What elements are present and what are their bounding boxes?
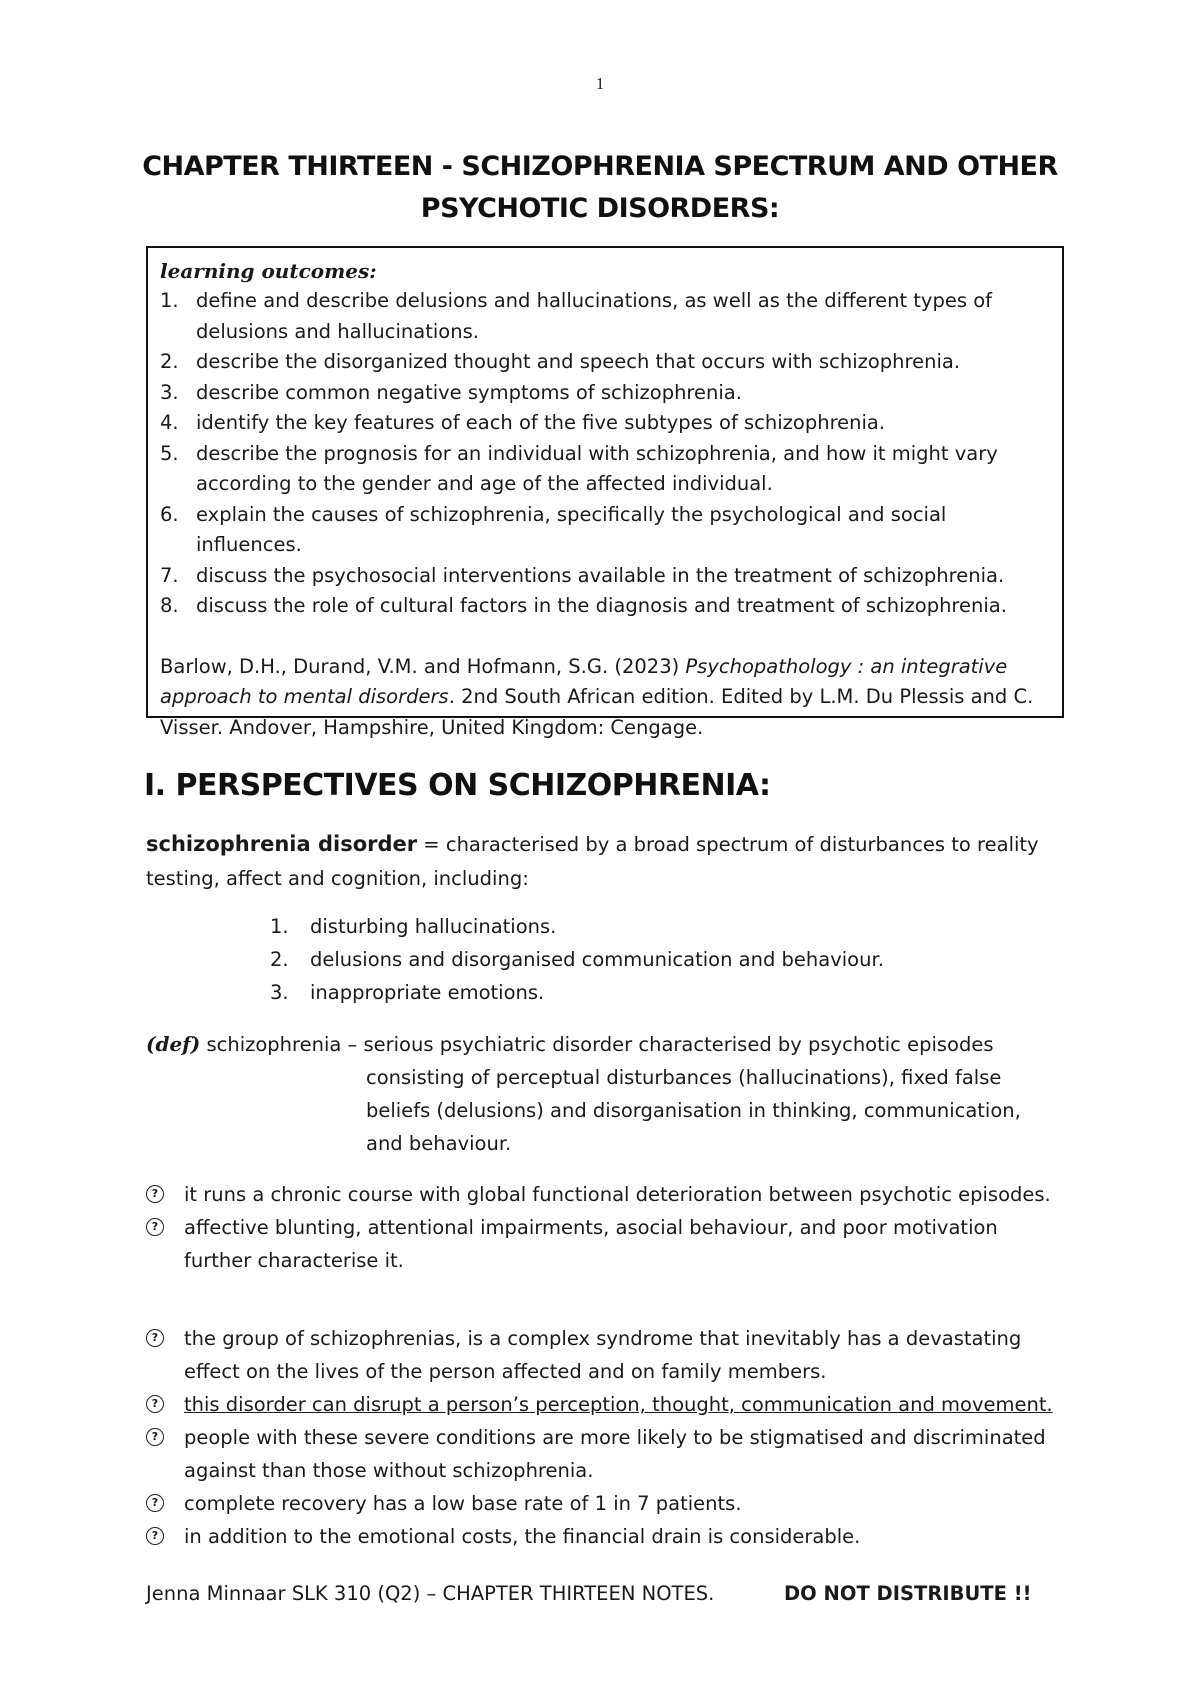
outcome-item: [160, 378, 1052, 409]
bullet-text: people with these severe conditions are more likely to be stigmatised and discriminated against than those without schizophrenia.: [184, 1426, 1046, 1482]
globe-bullet-icon: ?: [146, 1494, 164, 1512]
outcome-item: [160, 439, 1052, 500]
list-item: [270, 910, 970, 943]
bullet-text: complete recovery has a low base rate of 1 in 7 patients.: [184, 1492, 742, 1515]
outcome-number: 3.: [160, 380, 179, 404]
globe-bullet-icon: ?: [146, 1329, 164, 1347]
outcome-item: [160, 408, 1052, 439]
bullet-item: [146, 1322, 1066, 1388]
outcome-number: 2.: [160, 350, 179, 373]
schizophrenia-definition: [146, 1028, 1066, 1160]
term-definition: = characterised by a broad spectrum of disturbances to reality testing, affect and cognition, including:: [146, 833, 1039, 890]
definition-line: consisting of perceptual disturbances (hallucinations), fixed false: [366, 1066, 1002, 1089]
bullet-item: [146, 1178, 1066, 1211]
bullet-item: [146, 1487, 1066, 1520]
globe-bullet-icon: ?: [146, 1428, 164, 1446]
section-heading: I. PERSPECTIVES ON SCHIZOPHRENIA:: [144, 768, 771, 803]
footer-left-text: Jenna Minnaar SLK 310 (Q2) – CHAPTER THIRTEEN NOTES.: [146, 1582, 715, 1605]
list-item: [270, 943, 970, 976]
bullet-text: in addition to the emotional costs, the financial drain is considerable.: [184, 1525, 861, 1548]
outcome-text: define and describe delusions and hallucinations, as well as the different types of delusions and hallucinations.: [196, 289, 993, 343]
page-number: 1: [595, 74, 605, 93]
globe-bullet-icon: ?: [146, 1395, 164, 1413]
schizophrenia-disorder-definition: [146, 827, 1066, 896]
bullet-item: [146, 1388, 1066, 1421]
def-tag: (def): [146, 1032, 201, 1056]
learning-outcomes-box: [146, 246, 1064, 739]
bullet-item: [146, 1421, 1066, 1487]
reference-book-title: Psychopathology : an integrative approach to mental disorders: [160, 654, 1008, 708]
outcome-text: describe the disorganized thought and speech that occurs with schizophrenia.: [196, 350, 961, 373]
outcome-number: 8.: [160, 594, 179, 617]
globe-bullet-icon: ?: [146, 1218, 164, 1236]
bullet-item: [146, 1520, 1066, 1553]
outcome-item: [160, 561, 1052, 592]
page-footer: [146, 1582, 1066, 1605]
outcome-number: 4.: [160, 411, 179, 434]
list-number: 3.: [270, 981, 289, 1004]
outcome-item: [160, 347, 1052, 378]
outcome-item: [160, 500, 1052, 561]
bullet-text: affective blunting, attentional impairments, asocial behaviour, and poor motivation further characterise it.: [184, 1216, 998, 1272]
outcome-text: discuss the role of cultural factors in the diagnosis and treatment of schizophrenia.: [196, 594, 1007, 617]
outcome-text: explain the causes of schizophrenia, specifically the psychological and social influences.: [196, 502, 947, 556]
reference-authors: Barlow, D.H., Durand, V.M. and Hofmann, S.G. (2023): [160, 654, 686, 678]
list-item-text: inappropriate emotions.: [310, 981, 545, 1004]
definition-word: schizophrenia – serious psychiatric disorder characterised by psychotic episodes: [200, 1033, 994, 1056]
outcome-item: [160, 591, 1052, 622]
list-item-text: disturbing hallucinations.: [310, 915, 557, 938]
bullet-text-underlined: this disorder can disrupt a person’s perception, thought, communication and movement.: [184, 1393, 1053, 1416]
outcome-text: describe the prognosis for an individual with schizophrenia, and how it might vary according to the gender and age of the affected individual.: [196, 441, 998, 495]
bullet-group-2: [146, 1322, 1066, 1553]
reference-details: . 2nd South African edition. Edited by L.M. Du Plessis and C. Visser. Andover, Hampshire, United Kingdom: Cengage.: [160, 685, 1034, 739]
outcome-text: describe common negative symptoms of schizophrenia.: [196, 380, 742, 404]
list-number: 1.: [270, 915, 289, 938]
outcome-number: 7.: [160, 563, 179, 587]
symptom-list: [270, 910, 970, 1009]
outcome-number: 6.: [160, 502, 179, 526]
bullet-text: the group of schizophrenias, is a complex syndrome that inevitably has a devastating effect on the lives of the person affected and on family members.: [184, 1327, 1022, 1383]
do-not-distribute-notice: DO NOT DISTRIBUTE !!: [784, 1582, 1032, 1605]
bullet-group-1: [146, 1178, 1066, 1277]
definition-first-line: [146, 1028, 1066, 1061]
outcome-number: 5.: [160, 441, 179, 465]
outcome-number: 1.: [160, 289, 179, 312]
list-number: 2.: [270, 948, 289, 971]
list-item-text: delusions and disorganised communication and behaviour.: [310, 948, 884, 971]
outcome-item: [160, 286, 1052, 347]
list-item: [270, 976, 970, 1009]
defined-term: schizophrenia disorder: [146, 832, 418, 856]
outcome-text: discuss the psychosocial interventions available in the treatment of schizophrenia.: [196, 563, 1005, 587]
learning-outcomes-list: [160, 286, 1052, 622]
outcome-text: identify the key features of each of the five subtypes of schizophrenia.: [196, 411, 886, 434]
definition-line: beliefs (delusions) and disorganisation in thinking, communication,: [366, 1099, 1021, 1122]
chapter-title-line-2: PSYCHOTIC DISORDERS:: [420, 193, 780, 224]
bullet-item: [146, 1211, 1066, 1277]
globe-bullet-icon: ?: [146, 1527, 164, 1545]
learning-outcomes-heading: learning outcomes:: [160, 259, 377, 283]
chapter-title: [140, 146, 1060, 230]
textbook-reference: [160, 652, 1052, 744]
chapter-title-line-1: CHAPTER THIRTEEN - SCHIZOPHRENIA SPECTRUM AND OTHER: [142, 151, 1058, 182]
bullet-text: it runs a chronic course with global functional deterioration between psychotic episodes.: [184, 1183, 1051, 1206]
globe-bullet-icon: ?: [146, 1185, 164, 1203]
definition-line: and behaviour.: [366, 1132, 512, 1155]
